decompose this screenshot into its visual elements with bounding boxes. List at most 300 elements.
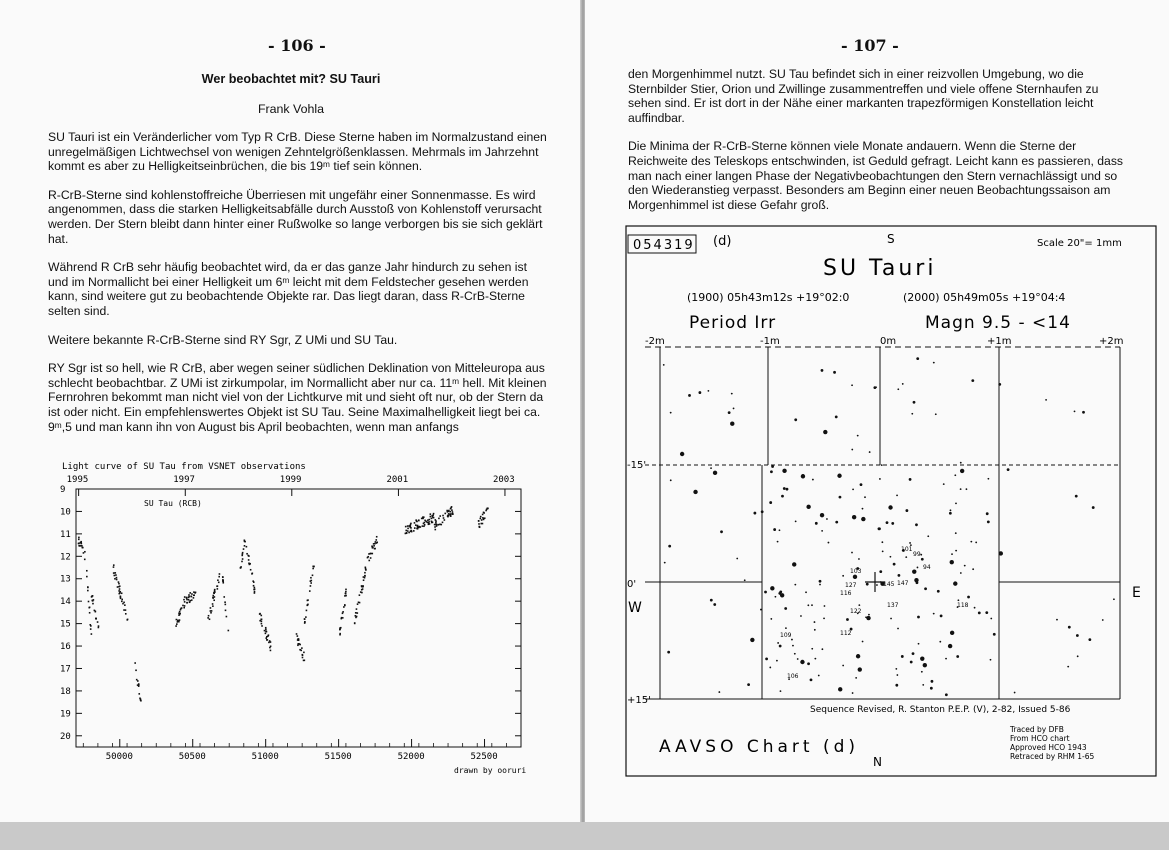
jd-label: 52500 (470, 752, 498, 762)
observation-point (115, 574, 117, 576)
observation-point (407, 525, 409, 527)
chart-star (1102, 619, 1104, 621)
observation-point (217, 585, 219, 587)
observation-point (259, 620, 261, 622)
observation-point (118, 583, 120, 585)
scan-bottom-band (0, 822, 1169, 850)
chart-star (688, 394, 691, 397)
observation-point (482, 523, 484, 525)
observation-point (213, 599, 215, 601)
chart-star (879, 478, 881, 480)
observation-point (207, 617, 209, 619)
chart-star (769, 501, 772, 504)
chart-star (664, 562, 666, 564)
observation-point (423, 525, 425, 527)
observation-point (244, 545, 246, 547)
observation-point (252, 572, 254, 574)
observation-point (355, 612, 357, 614)
chart-star (820, 513, 824, 517)
observation-point (305, 616, 307, 618)
observation-point (430, 516, 432, 518)
observation-point (304, 618, 306, 620)
observation-point (118, 586, 120, 588)
observation-point (78, 539, 80, 541)
observation-point (183, 599, 185, 601)
observation-point (260, 615, 262, 617)
chart-star (960, 572, 962, 574)
chart-star (713, 603, 716, 606)
chart-stars (663, 357, 1115, 696)
chart-grid (645, 347, 1120, 699)
observation-point (217, 579, 219, 581)
chart-star (901, 655, 904, 658)
observation-point (405, 526, 407, 528)
chart-star (812, 479, 814, 481)
observation-point (208, 615, 210, 617)
light-curve-legend: SU Tau (RCB) (144, 499, 202, 508)
observation-point (306, 610, 308, 612)
observation-point (487, 507, 489, 509)
observation-point (354, 623, 356, 625)
chart-star (1113, 598, 1115, 600)
chart-star (698, 391, 701, 394)
year-label: 1997 (173, 475, 195, 485)
observation-point (90, 628, 92, 630)
observation-point (360, 591, 362, 593)
chart-star (879, 570, 882, 573)
observation-point (343, 606, 345, 608)
observation-point (416, 528, 418, 530)
chart-star (866, 616, 870, 620)
chart-star (912, 569, 916, 573)
chart-letter: (d) (713, 234, 732, 249)
north-label: N (873, 755, 882, 769)
observation-point (480, 518, 482, 520)
chart-star (964, 565, 966, 567)
chart-star (917, 616, 920, 619)
observation-point (444, 519, 446, 521)
observation-point (415, 524, 417, 526)
comparison-label: 99 (913, 551, 921, 558)
observation-point (312, 574, 314, 576)
observation-point (261, 625, 263, 627)
jd-label: 51000 (251, 752, 279, 762)
mag-label: 20 (60, 731, 71, 742)
chart-star (828, 542, 830, 544)
observation-point (217, 588, 219, 590)
credit-line: Approved HCO 1943 (1010, 743, 1087, 752)
chart-star (797, 658, 799, 660)
mag-label: 12 (60, 552, 71, 563)
observation-point (114, 572, 116, 574)
chart-footer-title: AAVSO Chart (d) (659, 737, 860, 757)
observation-point (89, 612, 91, 614)
dec-label: -15' (627, 460, 647, 471)
chart-star (881, 464, 883, 466)
magnitude-axis (60, 485, 521, 742)
observation-point (176, 623, 178, 625)
right-body-text (628, 67, 1128, 226)
observation-point (435, 522, 437, 524)
chart-star (826, 518, 828, 520)
chart-star (897, 628, 899, 630)
chart-star (776, 660, 778, 662)
chart-star (869, 451, 871, 453)
observation-point (113, 566, 115, 568)
observation-point (264, 630, 266, 632)
chart-star (795, 520, 797, 522)
chart-star (777, 541, 779, 543)
observation-point (253, 585, 255, 587)
chart-star (733, 408, 735, 410)
comparison-label: 127 (845, 582, 857, 589)
chart-star (896, 674, 898, 676)
chart-star (864, 496, 866, 498)
observation-point (225, 610, 227, 612)
chart-star (950, 560, 954, 564)
observation-point (184, 601, 186, 603)
chart-star (784, 607, 787, 610)
chart-star (857, 435, 859, 437)
observation-point (410, 523, 412, 525)
observation-point (91, 600, 93, 602)
chart-star (858, 667, 862, 671)
chart-star (1068, 626, 1071, 629)
chart-star (801, 474, 805, 478)
ra-label: +1m (987, 336, 1012, 347)
chart-star (814, 629, 816, 631)
observation-point (248, 559, 250, 561)
observation-point (307, 604, 309, 606)
chart-star (851, 384, 853, 386)
chart-star (998, 383, 1001, 386)
chart-star (770, 618, 772, 620)
observation-point (241, 555, 243, 557)
observation-point (210, 607, 212, 609)
observation-point (309, 590, 311, 592)
observation-point (359, 594, 361, 596)
chart-star (898, 574, 901, 577)
observation-point (425, 521, 427, 523)
observation-point (243, 548, 245, 550)
mag-label: 10 (60, 507, 71, 518)
observation-point (118, 581, 120, 583)
observation-point (266, 631, 268, 633)
chart-star (949, 512, 952, 515)
observation-point (452, 513, 454, 515)
observation-point (345, 589, 347, 591)
chart-star (819, 580, 822, 583)
comparison-label: 118 (957, 602, 969, 609)
observation-point (430, 513, 432, 515)
observation-point (83, 552, 85, 554)
chart-star (957, 599, 959, 601)
observation-point (431, 518, 433, 520)
observation-point (183, 607, 185, 609)
chart-star (823, 617, 825, 619)
observation-point (297, 639, 299, 641)
observation-point (184, 596, 186, 598)
observation-point (265, 633, 267, 635)
observation-point (359, 602, 361, 604)
observation-point (371, 553, 373, 555)
chart-magnitude: Magn 9.5 - <14 (925, 313, 1071, 333)
chart-star (902, 383, 904, 385)
chart-star (1074, 411, 1076, 413)
chart-star (915, 523, 918, 526)
chart-star (971, 379, 974, 382)
dec-label: 0' (627, 579, 637, 590)
observation-point (121, 592, 123, 594)
chart-star (775, 596, 777, 598)
chart-designation: 054319 (633, 238, 695, 253)
chart-star (924, 587, 927, 590)
chart-star (888, 505, 892, 509)
observation-point (178, 612, 180, 614)
observation-point (214, 596, 216, 598)
observation-point (186, 599, 188, 601)
jd-label: 50000 (105, 752, 133, 762)
chart-star (853, 575, 857, 579)
observation-point (481, 519, 483, 521)
observation-point (91, 633, 93, 635)
observation-point (372, 547, 374, 549)
chart-star (937, 590, 940, 593)
credit-line: Traced by DFB (1010, 725, 1064, 734)
chart-star (943, 483, 945, 485)
observation-point (176, 619, 178, 621)
observation-point (485, 510, 487, 512)
observation-point (312, 568, 314, 570)
observation-point (116, 577, 118, 579)
dec-labels (627, 460, 651, 706)
chart-star (950, 509, 952, 511)
chart-star (778, 592, 781, 595)
ra-label: -2m (645, 336, 665, 347)
comparison-label: 101 (901, 546, 913, 553)
observation-point (452, 511, 454, 513)
observation-point (313, 566, 315, 568)
observation-point (121, 599, 123, 601)
observation-point (344, 595, 346, 597)
observation-point (296, 633, 298, 635)
observation-point (436, 525, 438, 527)
chart-star (876, 584, 878, 586)
chart-star (951, 553, 953, 555)
chart-star (895, 684, 898, 687)
observation-point (424, 524, 426, 526)
observation-point (95, 611, 97, 613)
observation-point (89, 607, 91, 609)
chart-star (821, 530, 823, 532)
observation-point (450, 513, 452, 515)
observation-point (432, 515, 434, 517)
chart-star (785, 627, 787, 629)
chart-star (914, 578, 918, 582)
chart-star (881, 541, 883, 543)
chart-star (794, 418, 797, 421)
observation-point (373, 545, 375, 547)
paragraph: RY Sgr ist so hell, wie R CrB, aber wegen seiner südlichen Deklination von Mitteleuropa aus schlecht beobachtbar. Z UMi ist zirkumpolar, im Normallicht aber nur ca. 11ᵐ hell. Mit kleinen Fernrohren bekommt man nicht viel von der Lichtkurve mit und sieht oft nur, ob der Stern da ist oder nicht. Ein empfehlenswertes Objekt ist SU Tau. Seine Maximalhelligkeit liegt bei ca. 9ᵐ,5 und man kann ihn von August bis April beobachten, wenn man anfangs (48, 361, 547, 434)
observation-point (265, 629, 267, 631)
observation-point (266, 639, 268, 641)
comparison-label: 116 (840, 590, 852, 597)
ra-label: +2m (1099, 336, 1124, 347)
observation-point (86, 570, 88, 572)
observation-point (254, 587, 256, 589)
chart-star (1092, 506, 1095, 509)
observation-point (265, 637, 267, 639)
chart-star (860, 483, 863, 486)
chart-star (905, 556, 907, 558)
chart-star (764, 591, 767, 594)
chart-star (1045, 399, 1047, 401)
chart-star (670, 412, 672, 414)
observation-point (179, 619, 181, 621)
observation-point (209, 618, 211, 620)
chart-star (913, 401, 916, 404)
chart-star (728, 411, 731, 414)
chart-star (794, 653, 796, 655)
chart-star (1067, 666, 1069, 668)
chart-star (667, 651, 670, 654)
chart-star (911, 413, 913, 415)
chart-credits (1009, 725, 1095, 761)
observation-point (269, 640, 271, 642)
chart-star (921, 671, 923, 673)
chart-star (720, 530, 723, 533)
chart-star (821, 369, 824, 372)
jd-label: 52000 (397, 752, 425, 762)
observation-point (304, 621, 306, 623)
light-curve-credit: drawn by ooruri (454, 766, 527, 775)
comparison-label: 137 (887, 602, 899, 609)
observation-point (87, 590, 89, 592)
observation-point (414, 522, 416, 524)
chart-star (916, 357, 919, 360)
observation-point (405, 530, 407, 532)
observation-point (362, 588, 364, 590)
observation-point (138, 684, 140, 686)
observation-point (422, 518, 424, 520)
observation-point (365, 568, 367, 570)
observation-point (438, 524, 440, 526)
observation-point (407, 528, 409, 530)
mag-label: 19 (60, 709, 71, 720)
year-label: 2001 (386, 475, 409, 485)
observation-point (124, 604, 126, 606)
chart-star (918, 643, 920, 645)
comparison-label: 147 (897, 580, 909, 587)
chart-star (970, 541, 972, 543)
observation-point (212, 595, 214, 597)
chart-star (999, 551, 1003, 555)
observation-point (442, 515, 444, 517)
observation-point (370, 557, 372, 559)
chart-star (777, 642, 779, 644)
observation-point (175, 625, 177, 627)
coord-1900: (1900) 05h43m12s +19°02:0 (687, 291, 850, 304)
observation-point (89, 624, 91, 626)
observation-point (123, 609, 125, 611)
chart-star (736, 558, 738, 560)
observation-point (88, 601, 90, 603)
observation-point (482, 517, 484, 519)
observation-point (408, 532, 410, 534)
observation-point (140, 700, 142, 702)
chart-star (730, 421, 734, 425)
observation-point (414, 527, 416, 529)
chart-star (1056, 619, 1058, 621)
chart-star (851, 449, 853, 451)
observation-point (297, 644, 299, 646)
west-label: W (628, 600, 642, 616)
comparison-label: 103 (850, 568, 862, 575)
observation-point (252, 580, 254, 582)
observation-point (225, 604, 227, 606)
chart-star (896, 494, 898, 496)
paragraph: SU Tauri ist ein Veränderlicher vom Typ R CrB. Diese Sterne haben im Normalzustand einen unregelmäßigen Lichtwechsel von wenigen Zehntelgrößenklassen. Mehrmals im Jahrzehnt kommt es aber zu Helligkeitseinbrüchen, die bis 19ᵐ tief sein können. (48, 130, 547, 174)
observation-point (86, 576, 88, 578)
observation-point (190, 600, 192, 602)
observation-point (410, 531, 412, 533)
chart-star (990, 659, 992, 661)
chart-scale: Scale 20"= 1mm (1037, 238, 1122, 249)
chart-star (1088, 638, 1091, 641)
mag-label: 15 (60, 619, 71, 630)
chart-star (945, 693, 948, 696)
observation-point (188, 596, 190, 598)
left-body-text (48, 130, 548, 448)
observation-point (363, 579, 365, 581)
mag-label: 16 (60, 642, 71, 653)
chart-star (781, 495, 784, 498)
chart-star (909, 478, 912, 481)
observation-point (345, 591, 347, 593)
observation-point (246, 553, 248, 555)
year-label: 2003 (492, 475, 515, 485)
chart-star (753, 512, 756, 515)
observation-point (270, 650, 272, 652)
chart-star (890, 556, 892, 558)
observation-point (191, 599, 193, 601)
chart-star (852, 692, 854, 694)
chart-star (805, 591, 807, 593)
chart-star (966, 488, 968, 490)
chart-star (794, 584, 796, 586)
chart-star (933, 362, 935, 364)
observation-point (444, 513, 446, 515)
paragraph: R-CrB-Sterne sind kohlenstoffreiche Überriesen mit ungefähr einer Sonnenmasse. Es wird angenommen, dass die starken Helligkeitsabfälle durch Ausstoß von Kohlenstoff verursacht werden. Der Stern bleibt dann hinter einer Rußwolke so lange verborgen bis sie sich geklärt hat. (48, 187, 543, 246)
observation-point (179, 611, 181, 613)
ra-label: 0m (880, 336, 897, 347)
dec-label: +15' (627, 695, 651, 706)
chart-star (810, 678, 813, 681)
chart-star (680, 452, 684, 456)
chart-star (807, 662, 810, 665)
chart-star (975, 542, 977, 544)
chart-star (1076, 634, 1079, 637)
mag-label: 11 (60, 529, 71, 540)
chart-star (1007, 468, 1010, 471)
observation-point (357, 603, 359, 605)
chart-period: Period Irr (689, 313, 777, 333)
chart-star (855, 677, 857, 679)
comparison-label: 94 (923, 564, 931, 571)
observation-point (190, 596, 192, 598)
observation-point (442, 522, 444, 524)
chart-star (1077, 655, 1079, 657)
